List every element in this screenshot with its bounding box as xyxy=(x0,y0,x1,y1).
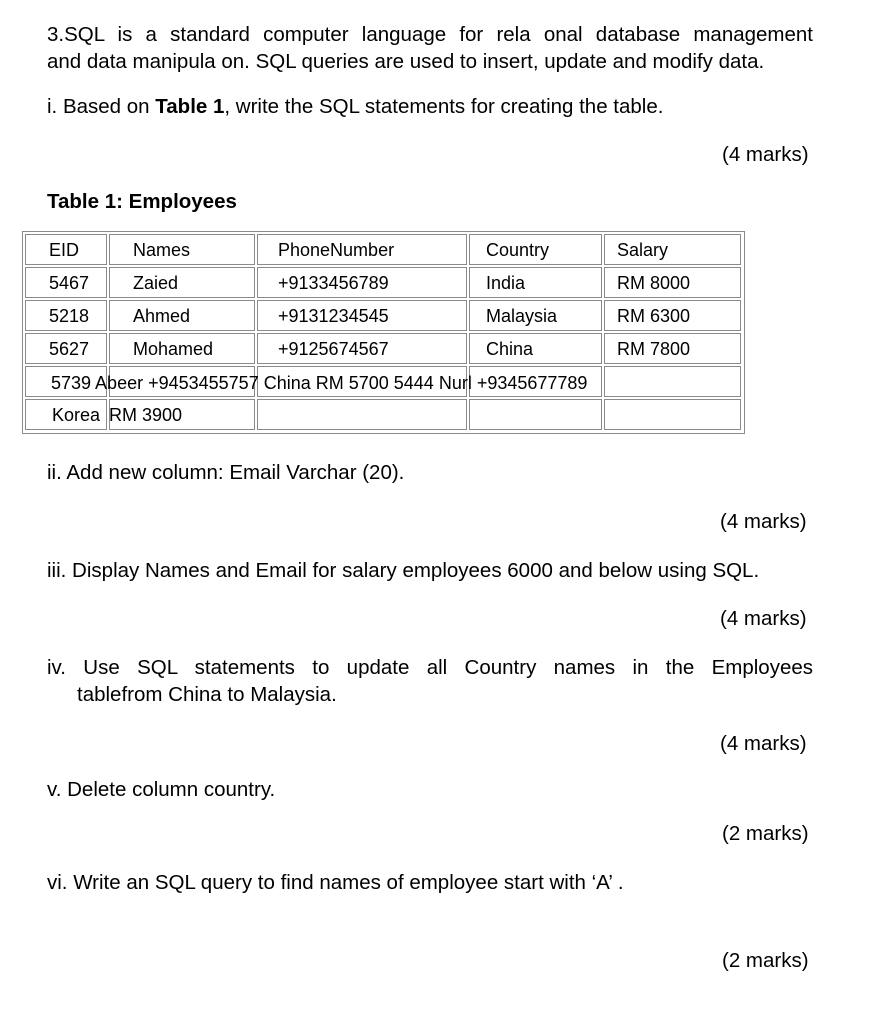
part-iii-question: iii. Display Names and Email for salary employees 6000 and below using SQL. xyxy=(47,559,760,582)
table-last-row-country: Korea xyxy=(52,405,101,425)
part-i-table-ref: Table 1 xyxy=(155,95,225,118)
part-vi-question: vi. Write an SQL query to find names of employee start with ‘A’ . xyxy=(47,871,624,894)
table-cell-text: 5627 xyxy=(49,339,90,359)
table-cell-text: India xyxy=(486,273,526,293)
table-header-cell-text: Names xyxy=(133,240,191,260)
part-iv-marks: (4 marks) xyxy=(720,732,807,755)
table-last-row-salary: RM 3900 xyxy=(109,405,183,425)
part-i-question xyxy=(47,93,663,120)
table-caption: Table 1: Employees xyxy=(47,190,237,213)
part-iv-question-line2: tablefrom China to Malaysia. xyxy=(77,683,337,706)
question-intro-line1: 3.SQL is a standard computer language for rela onal database management xyxy=(47,23,813,46)
part-vi-marks: (2 marks) xyxy=(722,949,809,972)
table-cell xyxy=(469,333,602,364)
table-cell-text: Malaysia xyxy=(486,306,558,326)
table-cell-text: RM 6300 xyxy=(617,306,691,326)
table-header-cell xyxy=(109,234,255,265)
table-header-cell xyxy=(604,234,741,265)
table-cell-text: Mohamed xyxy=(133,339,214,359)
table-cell-text: Zaied xyxy=(133,273,179,293)
employees-table xyxy=(22,231,745,434)
table-cell xyxy=(109,300,255,331)
part-v-marks: (2 marks) xyxy=(722,822,809,845)
part-v-question: v. Delete column country. xyxy=(47,778,276,801)
table-header-cell xyxy=(25,234,107,265)
table-cell xyxy=(25,333,107,364)
table-cell xyxy=(109,267,255,298)
table-cell-text: China xyxy=(486,339,534,359)
table-cell xyxy=(469,300,602,331)
table-header-cell-text: Country xyxy=(486,240,550,260)
part-iii-marks: (4 marks) xyxy=(720,607,807,630)
table-cell-text: +9133456789 xyxy=(278,273,389,293)
table-cell xyxy=(604,300,741,331)
table-cell xyxy=(109,333,255,364)
table-header-cell-text: Salary xyxy=(617,240,669,260)
table-overflow-row-text: 5739 Abeer +9453455757 China RM 5700 5444 Nurl +9345677789 xyxy=(51,373,588,393)
table-cell-empty xyxy=(604,399,741,430)
table-cell-text: 5467 xyxy=(49,273,90,293)
table-cell-text: +9125674567 xyxy=(278,339,389,359)
part-ii-question: ii. Add new column: Email Varchar (20). xyxy=(47,461,405,484)
table-cell xyxy=(25,300,107,331)
table-cell-text: 5218 xyxy=(49,306,90,326)
table-cell xyxy=(25,267,107,298)
table-cell-empty xyxy=(469,399,602,430)
table-cell xyxy=(257,333,467,364)
table-header-cell xyxy=(469,234,602,265)
table-cell-text: Ahmed xyxy=(133,306,191,326)
part-iv-question-line1: iv. Use SQL statements to update all Country names in the Employees xyxy=(47,656,813,679)
table-cell xyxy=(257,300,467,331)
table-cell xyxy=(604,333,741,364)
table-header-cell xyxy=(257,234,467,265)
table-cell-text: +9131234545 xyxy=(278,306,389,326)
table-header-cell-text: PhoneNumber xyxy=(278,240,395,260)
table-cell xyxy=(257,267,467,298)
table-cell xyxy=(469,267,602,298)
part-i-suffix: , write the SQL statements for creating the table. xyxy=(224,95,664,118)
part-i-prefix: i. Based on xyxy=(47,95,156,118)
table-header-cell-text: EID xyxy=(49,240,80,260)
part-ii-marks: (4 marks) xyxy=(720,510,807,533)
table-cell-empty xyxy=(257,399,467,430)
part-i-marks: (4 marks) xyxy=(722,143,809,166)
table-cell-empty xyxy=(604,366,741,397)
table-cell-text: RM 8000 xyxy=(617,273,691,293)
question-intro-line2: and data manipula on. SQL queries are used to insert, update and modify data. xyxy=(47,50,765,73)
table-cell xyxy=(604,267,741,298)
table-cell-text: RM 7800 xyxy=(617,339,691,359)
